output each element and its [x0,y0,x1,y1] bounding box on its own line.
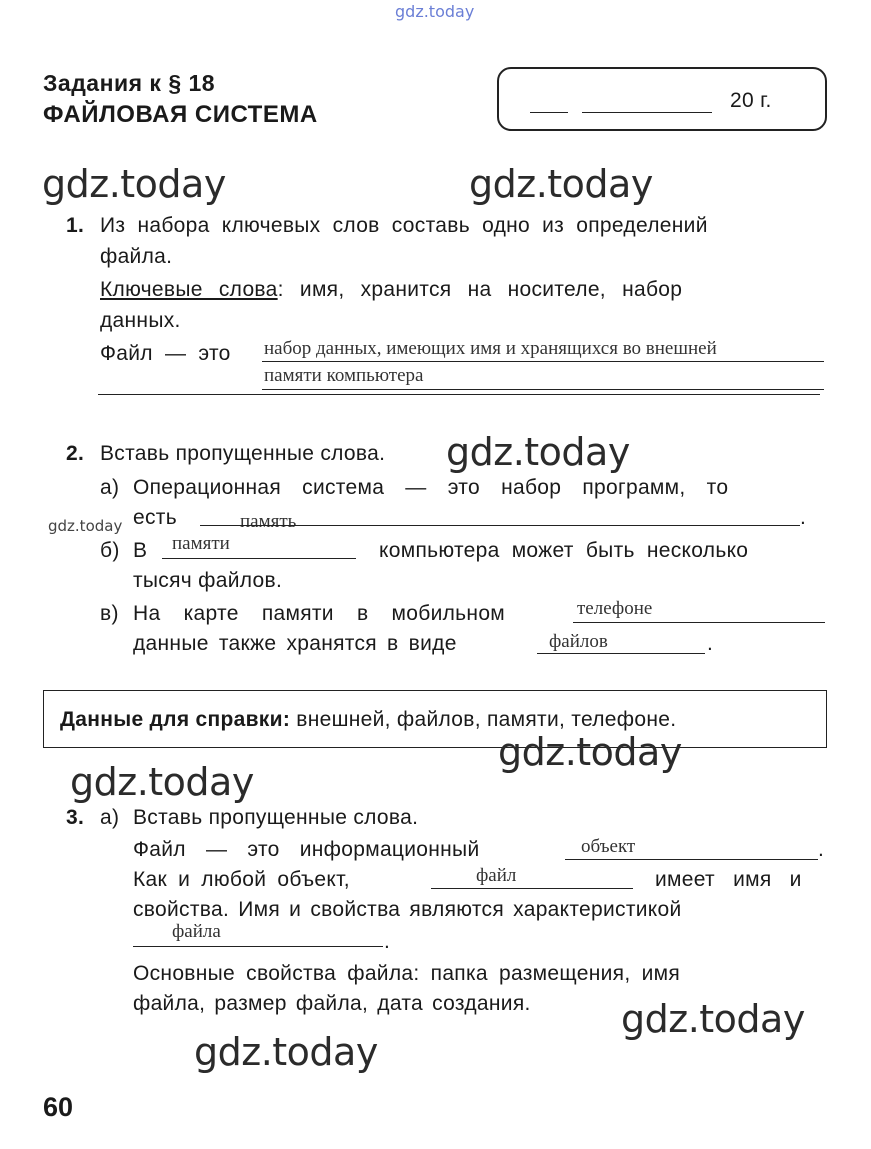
watermark: gdz.today [498,730,682,774]
task2-b-label: б) [100,539,120,562]
task2-b-text-line2: тысяч файлов. [133,569,283,592]
date-box [497,67,827,131]
reference-label: Данные для справки: [60,708,291,731]
task3-line1: Файл — это информационный [133,838,480,861]
watermark: gdz.today [446,430,630,474]
task3-a-label: а) [100,806,120,829]
task3-line5: Основные свойства файла: папка размещения, имя [133,962,681,985]
task2-prompt: Вставь пропущенные слова. [100,442,386,465]
keywords-list: : имя, хранится на носителе, набор [277,278,683,301]
watermark-small: gdz.today [48,517,123,535]
task3-number: 3. [66,806,85,829]
task3-line3: свойства. Имя и свойства являются характеристикой [133,898,682,921]
task2-b-answer[interactable]: памяти [172,533,230,554]
task2-a-answer[interactable]: память [240,511,297,532]
task3-underline2 [431,888,633,889]
task1-file-prefix: Файл — это [100,342,231,365]
task3-period3: . [384,930,391,953]
task3-prompt: Вставь пропущенные слова. [133,806,419,829]
date-month-line[interactable] [582,112,712,113]
task1-keywords-line2: данных. [100,309,181,332]
watermark: gdz.today [42,162,226,206]
task1-prompt-line1: Из набора ключевых слов составь одно из определений [100,214,708,237]
task2-c-answer1[interactable]: телефоне [577,598,653,619]
task2-c-text-line1: На карте памяти в мобильном [133,602,506,625]
date-year-label: 20 г. [730,89,772,112]
watermark: gdz.today [469,162,653,206]
task1-answer-underline2 [262,389,824,390]
task3-line6: файла, размер файла, дата создания. [133,992,531,1015]
task3-answer1[interactable]: объект [581,836,636,857]
task2-a-text-line1: Операционная система — это набор программ, то [133,476,729,499]
task3-answer2[interactable]: файл [476,865,517,886]
task3-underline3 [133,946,383,947]
task1-answer-line2[interactable]: памяти компьютера [264,365,424,386]
section-subtitle: ФАЙЛОВАЯ СИСТЕМА [43,101,318,128]
task3-line2-prefix: Как и любой объект, [133,868,350,891]
page-number: 60 [43,1092,74,1122]
watermark: gdz.today [621,997,805,1041]
date-day-line[interactable] [530,112,568,113]
task3-answer3[interactable]: файла [172,921,221,942]
task2-c-underline2 [537,653,705,654]
task2-c-period: . [707,632,714,655]
keywords-label: Ключевые слова [100,278,278,301]
task2-b-prefix: В [133,539,148,562]
task1-answer-underline1 [262,361,824,362]
reference-words: внешней, файлов, памяти, телефоне. [296,708,677,731]
task2-c-underline1 [573,622,825,623]
watermark-top: gdz.today [395,2,475,21]
task1-keywords [100,278,682,302]
task3-line2-suffix: имеет имя и [655,868,802,891]
task2-c-text-line2: данные также хранятся в виде [133,632,457,655]
task2-a-period: . [800,506,807,529]
watermark: gdz.today [194,1030,378,1074]
task1-number: 1. [66,214,85,237]
task2-b-underline [162,558,356,559]
task2-a-text-line2: есть [133,506,177,529]
task2-a-label: а) [100,476,120,499]
reference-text [60,708,676,732]
task2-c-answer2[interactable]: файлов [549,631,608,652]
task1-prompt-line2: файла. [100,245,173,268]
task2-a-underline [200,525,800,526]
task2-number: 2. [66,442,85,465]
task3-underline1 [565,859,818,860]
task3-period1: . [818,838,825,861]
task1-answer-line1[interactable]: набор данных, имеющих имя и хранящихся во внешней [264,338,717,359]
watermark: gdz.today [70,760,254,804]
task1-answer-underline3 [98,394,820,395]
task2-b-text-line1: компьютера может быть несколько [379,539,749,562]
task2-c-label: в) [100,602,119,625]
section-title: Задания к § 18 [43,70,216,96]
